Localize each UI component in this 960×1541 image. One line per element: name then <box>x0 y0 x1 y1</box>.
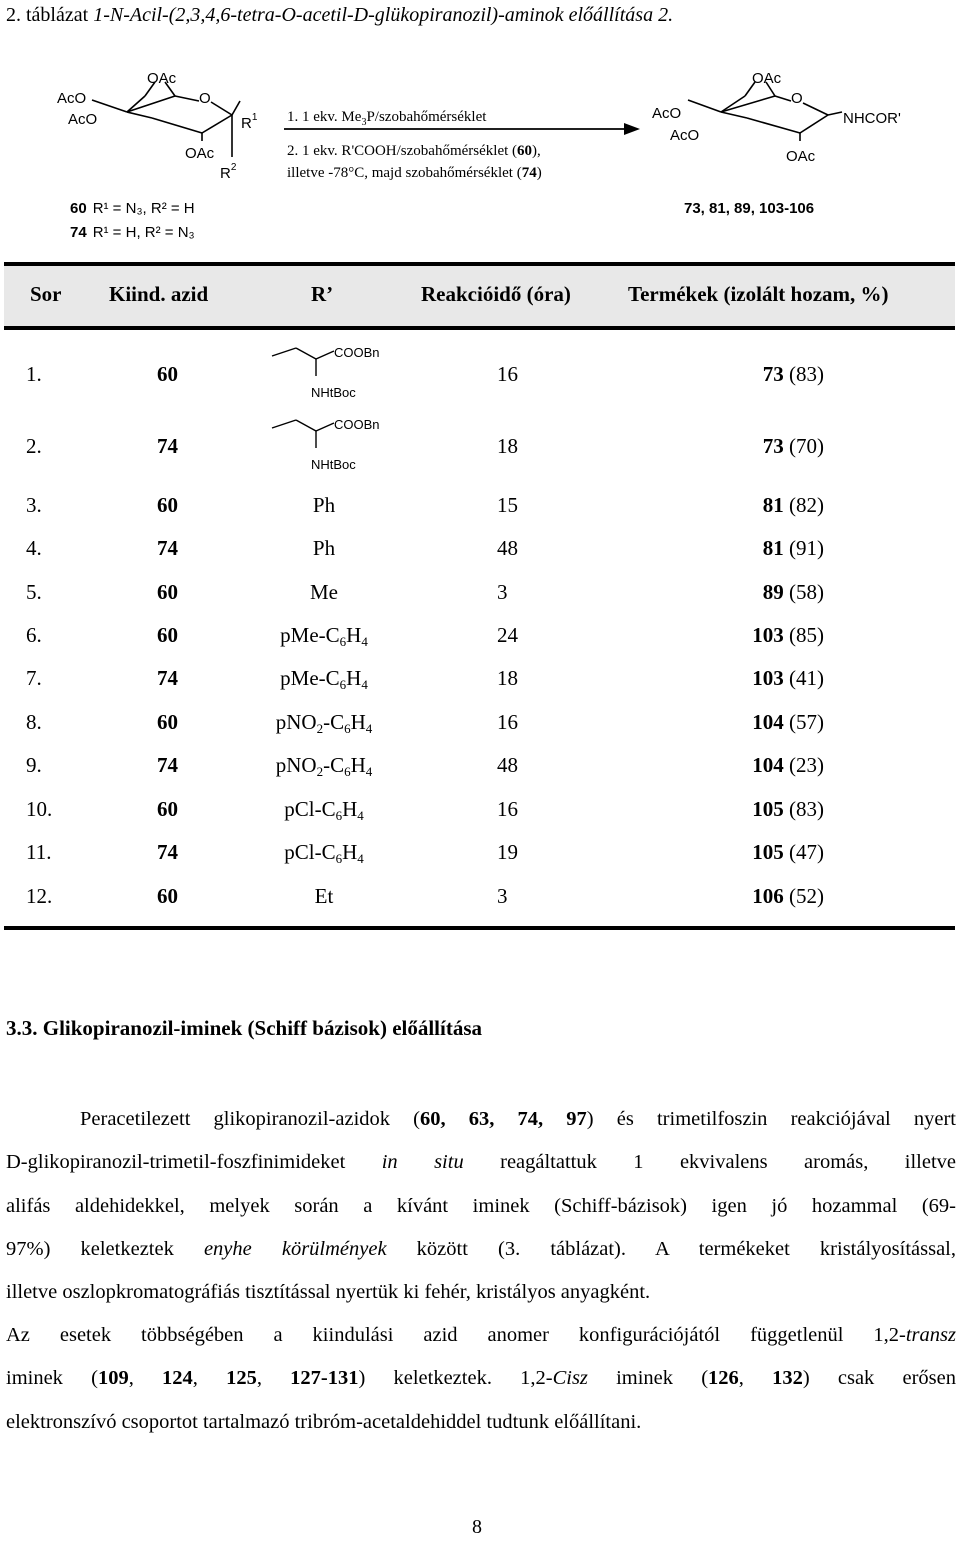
condition-step-2b: illetve -78°C, majd szobahőmérséklet (74) <box>287 165 542 181</box>
col-r: R’ <box>311 282 334 306</box>
product-yield: (85) <box>783 623 824 647</box>
p2-line-3: elektronszívó csoportot tartalmazó tribróm-acetaldehiddel tudtunk előállítani. <box>6 1410 642 1433</box>
cell-sor: 5. <box>26 580 42 604</box>
cell-sor: 10. <box>26 797 53 821</box>
cell-r: pMe-$C_6H_4$ <box>280 666 368 692</box>
cell-azid: 60 <box>157 797 178 821</box>
cell-sor: 1. <box>26 362 42 386</box>
cell-sor: 2. <box>26 434 42 458</box>
cell-sor: 11. <box>26 840 52 864</box>
product-number: 73 <box>762 362 784 386</box>
product-number: 104 <box>752 753 784 777</box>
cell-product <box>763 362 824 387</box>
cell-r: pMe-$C_6H_4$ <box>280 623 368 649</box>
coobn-label-1: COOBn <box>334 345 380 360</box>
cell-azid: 74 <box>157 536 178 560</box>
paragraph-1 <box>6 1098 956 1314</box>
product-number: 106 <box>752 884 784 908</box>
product-yield: (83) <box>783 362 824 386</box>
caption-prefix: 2. táblázat <box>6 4 89 26</box>
cell-r: pCl-$C_6H_4$ <box>284 797 364 823</box>
col-sor: Sor <box>30 282 62 306</box>
right-oac-bottom: OAc <box>786 148 816 165</box>
cell-time: 16 <box>497 710 518 734</box>
product-number: 105 <box>752 840 784 864</box>
product-yield: (23) <box>783 753 824 777</box>
cell-azid: 74 <box>157 840 178 864</box>
left-oac-top: OAc <box>147 70 177 87</box>
cell-r: Me <box>310 580 338 604</box>
left-oac-bottom: OAc <box>185 145 215 162</box>
product-number: 105 <box>752 797 784 821</box>
left-sugar-labels <box>57 70 258 182</box>
right-sugar-labels <box>652 70 901 165</box>
product-yield: (70) <box>783 434 824 458</box>
cell-r: Et <box>314 884 334 908</box>
cell-product <box>752 884 824 909</box>
cell-time: 18 <box>497 434 518 458</box>
cell-sor: 9. <box>26 753 42 777</box>
product-yield: (41) <box>783 666 824 690</box>
cell-time: 48 <box>497 753 518 777</box>
cell-time: 24 <box>497 623 518 647</box>
left-aco-1: AcO <box>57 90 87 107</box>
left-aco-2: AcO <box>68 111 98 128</box>
cell-azid: 74 <box>157 666 178 690</box>
right-aco-1: AcO <box>652 105 682 122</box>
right-sugar-ring <box>688 82 842 141</box>
p2-line-1: Az esetek többségében a kiindulási azid anomer konfigurációjától függetlenül 1,2-transz <box>6 1324 956 1346</box>
right-ring-oxygen: O <box>791 90 803 107</box>
product-number: 103 <box>752 666 784 690</box>
cell-azid: 74 <box>157 434 178 458</box>
start-materials <box>70 200 814 241</box>
product-number: 89 <box>762 580 784 604</box>
cell-sor: 7. <box>26 666 42 690</box>
reaction-scheme <box>0 50 960 250</box>
col-time: Reakcióidő (óra) <box>421 282 571 306</box>
left-sugar-ring <box>92 82 240 157</box>
cell-product <box>752 710 824 735</box>
cell-time: 19 <box>497 840 518 864</box>
cell-r: Ph <box>312 536 336 560</box>
caption-title: 1-N-Acil-(2,3,4,6-tetra-O-acetil-D-glükopiranozil)-aminok előállítása 2. <box>93 4 674 26</box>
p1-line-3: alifás aldehidekkel, melyek során a kívánt iminek (Schiff-bázisok) igen jó hozammal (69- <box>6 1194 956 1217</box>
p1-line-4: 97%) keletkeztek enyhe körülmények között (3. táblázat). A termékeket kristályosítással, <box>6 1237 957 1260</box>
cell-product <box>763 580 824 605</box>
col-azid: Kiind. azid <box>109 282 209 306</box>
page-number: 8 <box>472 1516 482 1538</box>
cell-product <box>752 666 824 691</box>
product-numbers: 73, 81, 89, 103-106 <box>684 200 815 217</box>
cell-azid: 60 <box>157 884 178 908</box>
right-aco-2: AcO <box>670 127 700 144</box>
cell-azid: 60 <box>157 710 178 734</box>
product-yield: (91) <box>783 536 824 560</box>
product-yield: (47) <box>783 840 824 864</box>
reaction-conditions <box>287 109 542 181</box>
condition-step-1: 1. 1 ekv. $Me_3P$/szobahőmérséklet <box>287 109 487 128</box>
p1-line-5: illetve oszlopkromatográfiás tisztítással nyertük ki fehér, kristályos anyagként. <box>6 1281 651 1304</box>
right-oac-top: OAc <box>752 70 782 87</box>
product-number: 81 <box>762 536 784 560</box>
cell-azid: 60 <box>157 623 178 647</box>
cell-time: 3 <box>497 884 508 908</box>
left-r2: $R^2$ <box>220 162 237 182</box>
cell-r: Ph <box>312 493 336 517</box>
cell-time: 16 <box>497 362 518 386</box>
product-yield: (82) <box>783 493 824 517</box>
cell-sor: 6. <box>26 623 42 647</box>
cell-sor: 4. <box>26 536 42 560</box>
cell-product <box>763 434 824 459</box>
product-number: 104 <box>752 710 784 734</box>
product-yield: (57) <box>783 710 824 734</box>
cell-product <box>763 493 824 518</box>
p2-line-2: iminek (109, 124, 125, 127-131) keletkeztek. 1,2-Cisz iminek (126, 132) csak erősen <box>6 1367 956 1390</box>
product-yield: (83) <box>783 797 824 821</box>
product-number: 73 <box>762 434 784 458</box>
table-bottom-rule <box>4 926 955 930</box>
col-products: Termékek (izolált hozam, %) <box>628 282 889 306</box>
cell-product <box>752 623 824 648</box>
cell-azid: 60 <box>157 580 178 604</box>
cell-azid: 60 <box>157 362 178 386</box>
product-number: 81 <box>762 493 784 517</box>
cell-r: pCl-$C_6H_4$ <box>284 840 364 866</box>
paragraph-2 <box>6 1314 956 1444</box>
cell-product <box>752 797 824 822</box>
cell-r: $pNO_2-C_6H_4$ <box>275 710 373 736</box>
left-ring-oxygen: O <box>199 90 211 107</box>
cell-product <box>763 536 824 561</box>
product-number: 103 <box>752 623 784 647</box>
table-header <box>4 262 955 330</box>
product-yield: (52) <box>783 884 824 908</box>
cell-azid: 74 <box>157 753 178 777</box>
start-line-2: 74 R¹ = H, R² = N₃ <box>70 224 195 241</box>
condition-step-2: 2. 1 ekv. R'COOH/szobahőmérséklet (60), <box>287 143 541 159</box>
cell-time: 18 <box>497 666 518 690</box>
cell-sor: 12. <box>26 884 53 908</box>
coobn-label-2: COOBn <box>334 417 380 432</box>
cell-time: 48 <box>497 536 518 560</box>
table-caption <box>6 4 673 27</box>
cell-sor: 8. <box>26 710 42 734</box>
p1-line-1: Peracetilezett glikopiranozil-azidok (60, 63, 74, 97) és trimetilfoszin reakciójával nyert <box>80 1108 956 1130</box>
nhtboc-label-1: NHtBoc <box>311 385 356 400</box>
cell-azid: 60 <box>157 493 178 517</box>
struct-row-2 <box>270 412 390 482</box>
right-nhcor: NHCOR' <box>843 110 901 127</box>
cell-r: $pNO_2-C_6H_4$ <box>275 753 373 779</box>
cell-time: 3 <box>497 580 508 604</box>
section-title: 3.3. Glikopiranozil-iminek (Schiff bázisok) előállítása <box>6 1016 483 1040</box>
cell-sor: 3. <box>26 493 42 517</box>
p1-line-2: D-glikopiranozil-trimetil-foszfinimideket in situ reagáltattuk 1 ekvivalens aromás, illetve <box>6 1151 956 1174</box>
cell-time: 16 <box>497 797 518 821</box>
cell-time: 15 <box>497 493 518 517</box>
nhtboc-label-2: NHtBoc <box>311 457 356 472</box>
cell-product <box>752 753 824 778</box>
start-line-1: 60 R¹ = N₃, R² = H <box>70 200 195 217</box>
cell-product <box>752 840 824 865</box>
left-r1: $R^1$ <box>241 112 258 132</box>
product-yield: (58) <box>783 580 824 604</box>
